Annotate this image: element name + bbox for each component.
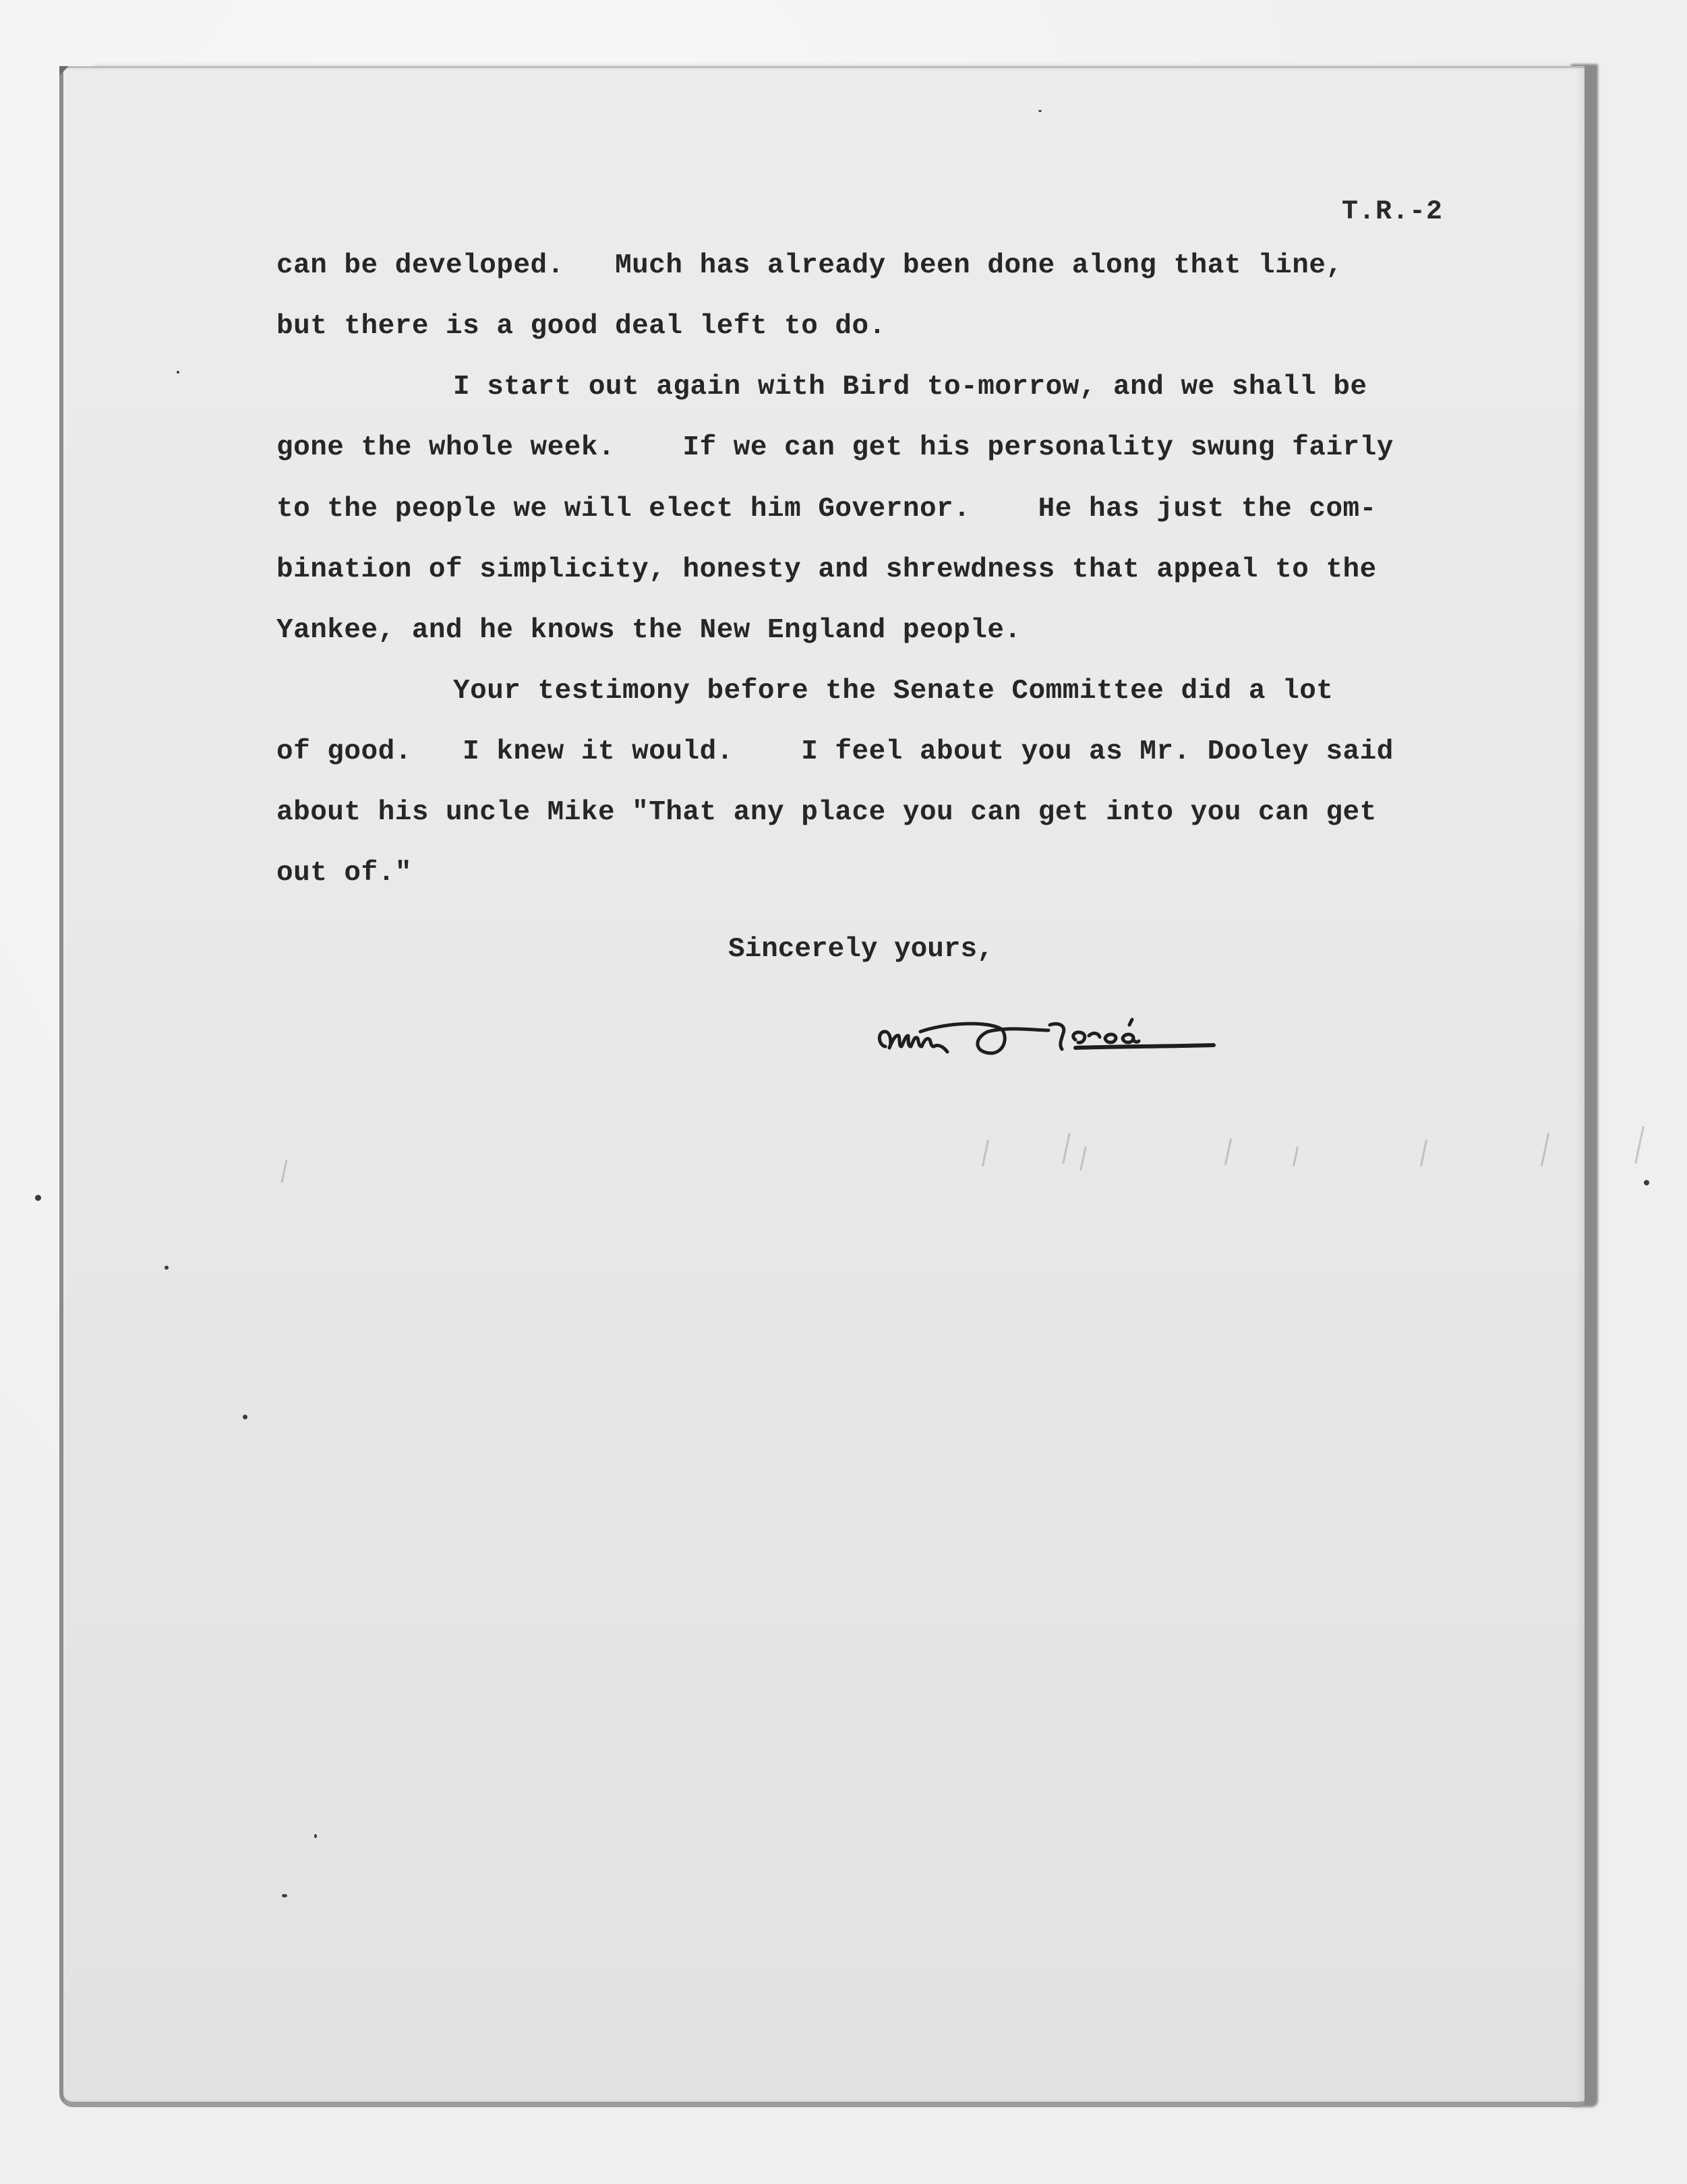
body-line: Yankee, and he knows the New England people.	[276, 615, 1022, 646]
closing-salutation: Sincerely yours,	[728, 934, 994, 965]
body-line: Your testimony before the Senate Committee did a lot	[453, 676, 1334, 707]
scan-speck	[177, 371, 179, 374]
body-line: bination of simplicity, honesty and shrewdness that appeal to the	[276, 554, 1377, 585]
scan-speck	[314, 1834, 317, 1838]
body-line: out of."	[276, 858, 412, 889]
body-line: but there is a good deal left to do.	[276, 311, 886, 342]
body-line: can be developed. Much has already been done along that line,	[276, 250, 1343, 281]
body-line: of good. I knew it would. I feel about you as Mr. Dooley said	[276, 736, 1394, 767]
body-line: about his uncle Mike "That any place you can get into you can get	[276, 797, 1377, 828]
page-number: T.R.-2	[1342, 197, 1444, 227]
scan-speck	[1038, 110, 1042, 112]
scan-speck	[1644, 1180, 1649, 1185]
scan-speck	[35, 1195, 41, 1201]
signature	[873, 1005, 1224, 1065]
scan-speck	[165, 1266, 169, 1270]
body-line: I start out again with Bird to-morrow, and we shall be	[453, 372, 1367, 403]
scan-speck	[243, 1415, 247, 1419]
body-line: to the people we will elect him Governor. He has just the com-	[276, 494, 1377, 525]
signature-icon	[873, 1005, 1224, 1065]
body-line: gone the whole week. If we can get his personality swung fairly	[276, 432, 1394, 463]
scan-speck	[282, 1894, 287, 1897]
